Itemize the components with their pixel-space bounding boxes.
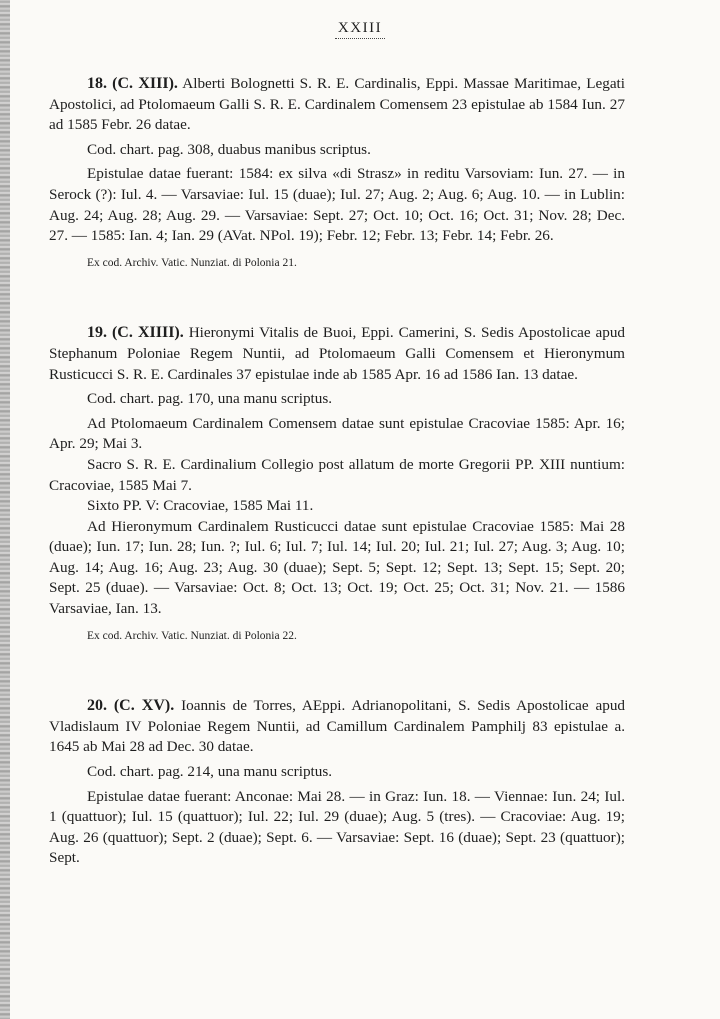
codex-description: Cod. chart. pag. 214, una manu scriptus. (87, 763, 333, 781)
letters-list: Sacro S. R. E. Cardinalium Collegio post allatum de morte Gregorii PP. XIII nuntium: Cracoviae, 1585 Mai 7. (49, 455, 625, 494)
codex-description: Cod. chart. pag. 308, duabus manibus scriptus. (87, 140, 371, 158)
letters-list: Epistulae datae fuerant: Anconae: Mai 28. — in Graz: Iun. 18. — Viennae: Iun. 24; Iul. 1 (quattuor); Iul. 15 (quattuor); Iul. 22; Iul. 29 (duae); Aug. 5 (tres). — Cracoviae: Aug. 19; Aug. 26 (quattuor); Sept. 2 (duae); Sept. 6. — Varsaviae: Sept. 16 (duae); Sept. 23 (quattuor); Sept. (49, 787, 625, 867)
codex-number: (C. XIII). (112, 75, 178, 92)
entry-number: 18. (87, 75, 107, 92)
entry-number: 19. (87, 324, 107, 342)
letters-list: Ad Hieronymum Cardinalem Rusticucci datae sunt epistulae Cracoviae 1585: Mai 28 (duae); Iun. 17; Iun. 28; Iun. ?; Iul. 6; Iul. 7; Iul. 14; Iul. 20; Iul. 21; Iul. 27; Aug. 3; Aug. 10; Aug. 14; Aug. 16; Aug. 23; Aug. 30 (duae); Sept. 5; Sept. 12; Sept. 13; Sept. 15; Sept. 20; Sept. 25 (duae). — Varsaviae: Oct. 8; Oct. 13; Oct. 19; Oct. 25; Oct. 31; Nov. 21. — 1586 Varsaviae, Ian. 13. (49, 517, 625, 618)
codex-description: Cod. chart. pag. 170, una manu scriptus. (87, 390, 333, 408)
entry-heading (49, 74, 625, 136)
page-body (49, 74, 625, 869)
entry-heading (49, 696, 625, 758)
letters-list: Sixto PP. V: Cracoviae, 1585 Mai 11. (87, 497, 314, 515)
entry-title: Hieronymi Vitalis de Buoi, Eppi. Camerini, S. Sedis Apostolicae apud Stephanum Poloniae Regem Nuntii, ad Ptolomaeum Galli Comensem et Hieronymum Rusticucci S. R. E. Cardinales 37 epistulae inde ab 1585 Apr. 16 ad 1586 Ian. 13 datae. (49, 324, 626, 383)
catalog-entry-20 (49, 696, 625, 869)
catalog-entry-18 (49, 74, 625, 273)
letters-list: Ad Ptolomaeum Cardinalem Comensem datae sunt epistulae Cracoviae 1585: Apr. 16; Apr. 29; Mai 3. (49, 414, 625, 453)
entry-title: Alberti Bolognetti S. R. E. Cardinalis, Eppi. Massae Maritimae, Legati Apostolici, ad Ptolomaeum Galli S. R. E. Cardinalem Comensem 23 epistulae ab 1584 Iun. 27 ad 1585 Febr. 26 datae. (49, 75, 625, 134)
codex-number: (C. XIIII). (111, 324, 184, 342)
catalog-entry-19 (49, 323, 625, 646)
page-number: XXIII (0, 20, 720, 37)
entry-title: Ioannis de Torres, AEppi. Adrianopolitani, S. Sedis Apostolicae apud Vladislaum IV Poloniae Regem Nuntii, ad Camillum Cardinalem Pamphilj 83 epistulae a. 1645 ab Mai 28 ad Dec. 30 datae. (49, 697, 626, 756)
entry-heading (49, 323, 625, 385)
letters-list: Epistulae datae fuerant: 1584: ex silva «di Strasz» in reditu Varsoviam: Iun. 27. — in Serock (?): Iul. 4. — Varsaviae: Iul. 15 (duae); Iul. 27; Aug. 2; Aug. 6; Aug. 10. — in Lublin: Aug. 24; Aug. 28; Aug. 29. — Varsaviae: Sept. 27; Oct. 10; Oct. 16; Oct. 31; Nov. 28; Dec. 27. — 1585: Ian. 4; Ian. 29 (AVat. NPol. 19); Febr. 12; Febr. 13; Febr. 14; Febr. 26. (49, 165, 625, 245)
scanned-page-edge (0, 0, 10, 1019)
codex-number: (C. XV). (113, 697, 175, 715)
entry-number: 20. (87, 697, 107, 715)
source-note: Ex cod. Archiv. Vatic. Nunziat. di Polonia 21. (87, 256, 297, 269)
source-note: Ex cod. Archiv. Vatic. Nunziat. di Polonia 22. (87, 629, 297, 642)
